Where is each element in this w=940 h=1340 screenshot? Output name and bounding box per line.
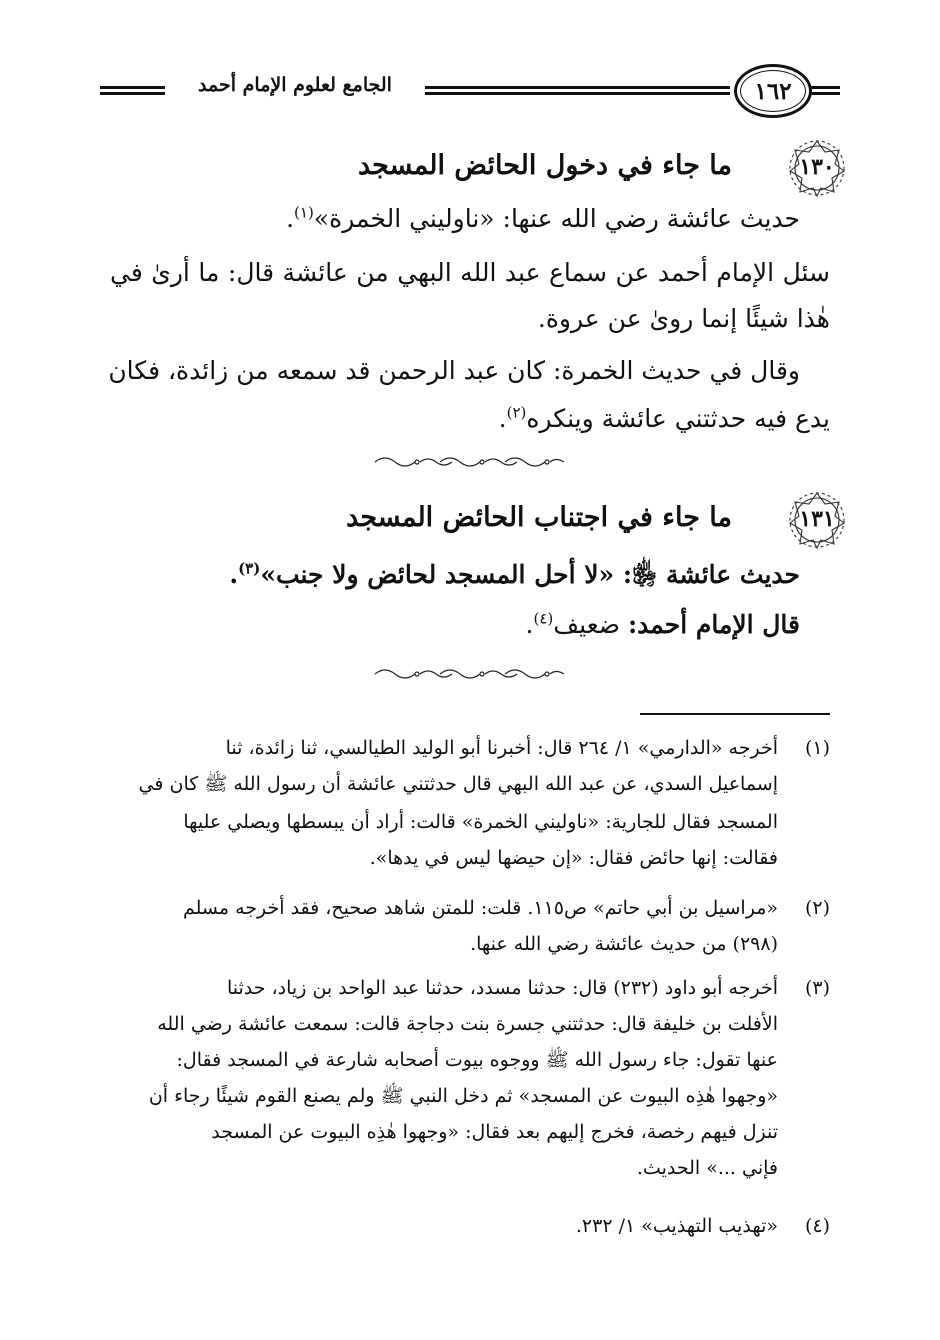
footnote-line: الأفلت بن خليفة قال: حدثتني جسرة بنت دجاجة قالت: سمعت عائشة رضي الله (157, 1013, 778, 1035)
footnote-line: «تهذيب التهذيب» ١/ ٢٣٢. (575, 1215, 778, 1237)
footnote-line: (٢٩٨) من حديث عائشة رضي الله عنها. (470, 933, 778, 955)
page-header (100, 62, 840, 122)
chapter-title: ما جاء في اجتناب الحائض المسجد (346, 502, 732, 533)
paragraph-line: وقال في حديث الخمرة: كان عبد الرحمن قد سمعه من زائدة، فكان (108, 356, 800, 385)
paragraph-line: هٰذا شيئًا إنما روىٰ عن عروة. (537, 304, 830, 333)
ornament-divider-icon (370, 664, 570, 684)
paragraph-line: سئل الإمام أحمد عن سماع عبد الله البهي من عائشة قال: ما أرىٰ في (110, 258, 830, 287)
footnote-4 (110, 1210, 830, 1244)
footnote-line: «مراسيل بن أبي حاتم» ص١١٥. قلت: للمتن شاهد صحيح، فقد أخرجه مسلم (182, 897, 778, 919)
footnote-1 (110, 732, 830, 869)
chapter-number: ١٣١ (799, 506, 835, 532)
chapter-number: ١٣٠ (799, 154, 835, 180)
header-rule (100, 86, 165, 95)
book-title: الجامع لعلوم الإمام أحمد (198, 74, 392, 96)
page-number-text: ١٦٢ (754, 77, 792, 105)
footnote-ref[interactable]: (٤) (533, 609, 554, 628)
footnote-line: أخرجه «الدارمي» ١/ ٢٦٤ قال: أخبرنا أبو الوليد الطيالسي، ثنا زائدة، ثنا (225, 737, 778, 759)
footnote-ref[interactable]: (١) (294, 203, 314, 222)
footnote-number: (٤) (804, 1215, 830, 1237)
header-rule (810, 86, 840, 95)
footnote-separator (640, 713, 830, 715)
chapter-number-badge (784, 490, 850, 550)
chapter-heading-130 (110, 138, 850, 202)
footnote-2 (110, 892, 830, 962)
ornament-divider-icon (370, 452, 570, 472)
paragraph-line: يدع فيه حدثتني عائشة وينكره$^{(٢)}$. (498, 403, 830, 433)
footnote-line: أخرجه أبو داود (٢٣٢) قال: حدثنا مسدد، حدثنا عبد الواحد بن زياد، حدثنا (226, 977, 778, 999)
footnote-ref[interactable]: (٣) (238, 559, 261, 578)
footnote-line: إسماعيل السدي، عن عبد الله البهي قال حدثتني عائشة أن رسول الله ﷺ كان في (138, 773, 778, 795)
paragraph-line: حديث عائشة ﵂: «لا أحل المسجد لحائض ولا جنب»$^{(٣)}$. (229, 559, 800, 589)
footnote-line: «وجهوا هٰذِه البيوت عن المسجد» ثم دخل النبي ﷺ ولم يصنع القوم شيئًا رجاء أن (148, 1085, 778, 1107)
footnote-line: فإني ...» الحديث. (636, 1157, 778, 1179)
footnote-3 (110, 972, 830, 1192)
paragraph-line: حديث عائشة رضي الله عنها: «ناوليني الخمرة»$^{(١)}$. (286, 203, 800, 233)
paragraph-line: قال الإمام أحمد: ضعيف$^{(٤)}$. (525, 609, 800, 639)
footnote-ref[interactable]: (٢) (506, 403, 527, 422)
footnote-line: المسجد فقال للجارية: «ناوليني الخمرة» قالت: أراد أن يبسطها ويصلي عليها (183, 811, 778, 833)
chapter-title: ما جاء في دخول الحائض المسجد (358, 150, 732, 181)
footnote-number: (١) (804, 737, 830, 759)
footnote-line: تنزل فيهم رخصة، فخرج إليهم بعد فقال: «وجهوا هٰذِه البيوت عن المسجد (211, 1121, 778, 1143)
header-rule (425, 86, 730, 95)
chapter-number-badge (784, 138, 850, 198)
page-number (734, 64, 812, 118)
chapter-heading-131 (110, 490, 850, 554)
footnote-number: (٢) (804, 897, 830, 919)
footnote-number: (٣) (804, 977, 830, 999)
footnote-line: عنها تقول: جاء رسول الله ﷺ ووجوه بيوت أصحابه شارعة في المسجد فقال: (176, 1049, 778, 1071)
footnote-line: فقالت: إنها حائض فقال: «إن حيضها ليس في يدها». (369, 847, 778, 869)
